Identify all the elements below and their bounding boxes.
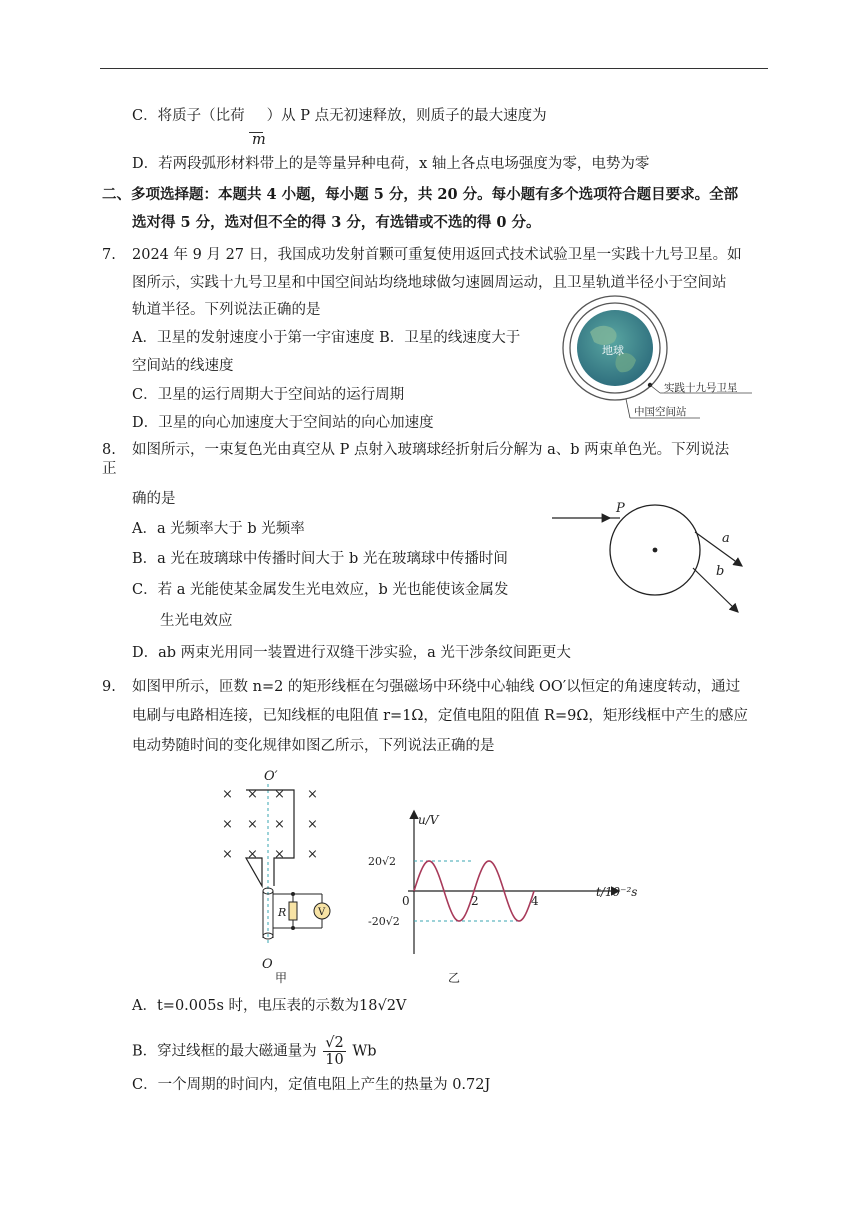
q8-option-b: B．a 光在玻璃球中传播时间大于 b 光在玻璃球中传播时间 — [132, 551, 508, 567]
point-p-label: P — [616, 501, 625, 516]
header-rule — [100, 68, 768, 69]
x-axis-label: t/10⁻²s — [596, 885, 638, 899]
svg-text:×: × — [247, 817, 258, 832]
axis-bottom-label: O — [262, 957, 273, 972]
svg-text:×: × — [274, 847, 285, 862]
q7-option-a: A．卫星的发射速度小于第一宇宙速度 B．卫星的线速度大于 — [132, 330, 521, 346]
q9-option-b: B．穿过线框的最大磁通量为 $\frac{√2}{10}$ Wb — [132, 1035, 377, 1068]
q9-stem-line1: 如图甲所示，匝数 n=2 的矩形线框在匀强磁场中环绕中心轴线 OO′以恒定的角速度转动，通过 — [132, 679, 741, 695]
resistor-label: R — [278, 906, 287, 919]
svg-text:×: × — [307, 787, 318, 802]
q8-stem-line2: 确的是 — [132, 491, 176, 507]
x-tick-label: 0 — [402, 894, 410, 908]
satellite-label: 实践十九号卫星 — [664, 382, 738, 394]
q7-option-c: C．卫星的运行周期大于空间站的运行周期 — [132, 387, 405, 403]
ray-b-label: b — [716, 564, 725, 579]
sphere-center — [653, 548, 658, 553]
q9-option-a: A．t=0.005s 时，电压表的示数为18√2V — [132, 998, 407, 1014]
resistor-r — [289, 902, 297, 920]
q7-orbit-figure — [560, 292, 760, 427]
svg-text:×: × — [247, 847, 258, 862]
svg-text:×: × — [222, 817, 233, 832]
q9-stem-line3: 电动势随时间的变化规律如图乙所示，下列说法正确的是 — [132, 738, 495, 754]
q9-number: 9. — [102, 679, 116, 695]
q8-number: 8. — [102, 442, 116, 458]
q6-option-d: D．若两段弧形材料带上的是等量异种电荷，x 轴上各点电场强度为零，电势为零 — [132, 156, 650, 172]
ray-a-label: a — [722, 531, 730, 546]
q6-option-c-denominator: m — [252, 132, 266, 148]
q8-sphere-figure — [548, 498, 748, 618]
axis-top-label: O′ — [264, 769, 278, 784]
station-label: 中国空间站 — [634, 406, 687, 418]
x-tick-label: 2 — [471, 894, 479, 908]
voltmeter-label: V — [318, 907, 326, 918]
svg-text:×: × — [222, 787, 233, 802]
q8-option-a: A．a 光频率大于 b 光频率 — [132, 521, 305, 537]
svg-text:×: × — [307, 847, 318, 862]
section-heading-line2: 选对得 5 分，选对但不全的得 3 分，有选错或不选的得 0 分。 — [132, 214, 541, 231]
q8-option-c: C．若 a 光能使某金属发生光电效应，b 光也能使该金属发 — [132, 582, 509, 598]
y-tick-label: -20√2 — [368, 915, 400, 928]
q7-option-d: D．卫星的向心加速度大于空间站的向心加速度 — [132, 415, 434, 431]
svg-text:×: × — [307, 817, 318, 832]
q8-option-d: D．ab 两束光用同一装置进行双缝干涉实验，a 光干涉条纹间距更大 — [132, 645, 571, 661]
q7-stem-line3: 轨道半径。下列说法正确的是 — [132, 302, 321, 318]
q6-option-c: C．将质子（比荷 ）从 P 点无初速释放，则质子的最大速度为 — [132, 106, 547, 126]
ray-a — [695, 532, 742, 566]
svg-text:×: × — [274, 817, 285, 832]
q9-stem-line2: 电刷与电路相连接，已知线框的电阻值 r=1Ω，定值电阻的阻值 R=9Ω，矩形线框中产生的感应 — [132, 708, 748, 724]
q8-option-c-cont: 生光电效应 — [160, 613, 233, 629]
figure-jia-caption: 甲 — [275, 971, 288, 985]
q9-option-b-denominator: 10 — [325, 1052, 344, 1068]
svg-text:×: × — [274, 787, 285, 802]
q7-number: 7. — [102, 247, 116, 263]
q8-stem-line1: 如图所示，一束复色光由真空从 P 点射入玻璃球经折射后分解为 a、b 两束单色光。下列说法 — [132, 442, 730, 458]
figure-yi-caption: 乙 — [448, 971, 461, 985]
magnetic-field — [222, 787, 318, 862]
q9-circuit-figure — [212, 766, 342, 986]
q8-stem-wrap: 正 — [102, 461, 117, 477]
rectangular-coil — [246, 790, 294, 886]
x-tick-label: 4 — [531, 894, 539, 908]
q7-stem-line1: 2024 年 9 月 27 日，我国成功发射首颗可重复使用返回式技术试验卫星一实践十九号卫星。如 — [132, 247, 742, 263]
y-axis-label: u/V — [418, 813, 439, 827]
svg-text:×: × — [247, 787, 258, 802]
section-heading-line1: 二、多项选择题：本题共 4 小题，每小题 5 分，共 20 分。每小题有多个选项符合题目要求。全部 — [102, 186, 739, 203]
q9-option-c: C．一个周期的时间内，定值电阻上产生的热量为 0.72J — [132, 1077, 491, 1093]
q9-option-b-numerator: √2 — [325, 1035, 344, 1051]
q7-option-a-cont: 空间站的线速度 — [132, 358, 234, 374]
svg-text:×: × — [222, 847, 233, 862]
u-t-chart — [356, 806, 656, 986]
earth-label: 地球 — [602, 344, 624, 357]
q7-stem-line2: 图所示，实践十九号卫星和中国空间站均绕地球做匀速圆周运动，且卫星轨道半径小于空间站 — [132, 275, 727, 291]
y-tick-label: 20√2 — [368, 855, 397, 868]
